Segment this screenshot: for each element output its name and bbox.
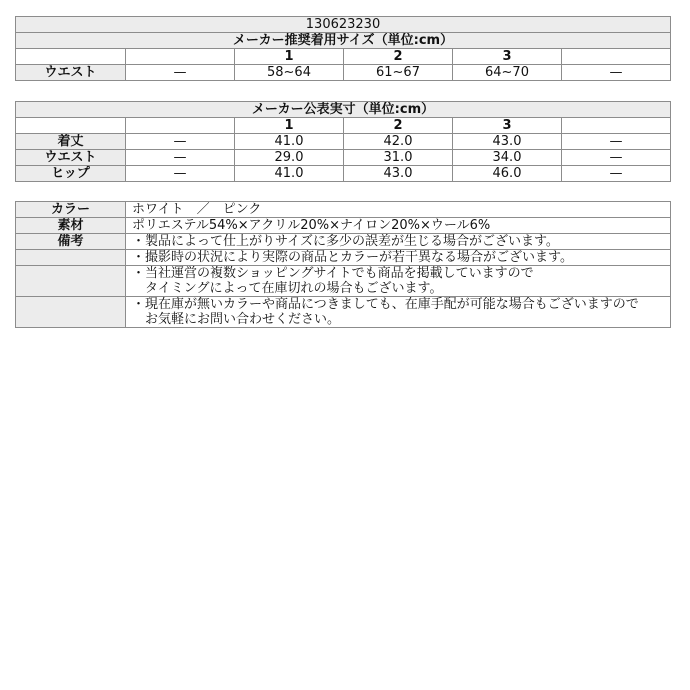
size-header: 3 <box>453 118 562 134</box>
table-cell: — <box>126 134 235 150</box>
note-item <box>126 234 671 250</box>
actual-measurement-table <box>15 101 671 182</box>
table-cell: — <box>126 150 235 166</box>
note-line: タイミングによって在庫切れの場合もございます。 <box>132 281 443 296</box>
note-item <box>126 250 671 266</box>
material-label: 素材 <box>16 218 126 234</box>
note-line: ・撮影時の状況により実際の商品とカラーが若干異なる場合がございます。 <box>132 250 573 265</box>
table-cell: — <box>562 65 671 81</box>
size-header: 2 <box>344 118 453 134</box>
size-header: 1 <box>235 118 344 134</box>
recommended-size-table <box>15 16 671 81</box>
note-item <box>126 297 671 328</box>
row-label-waist: ウエスト <box>16 150 126 166</box>
table-cell: 43.0 <box>453 134 562 150</box>
table-cell: 43.0 <box>344 166 453 182</box>
note-line: ・現在庫が無いカラーや商品につきましても、在庫手配が可能な場合もございますので <box>132 297 639 312</box>
note-line: お気軽にお問い合わせください。 <box>132 312 341 327</box>
size-header-blank <box>16 49 126 65</box>
table-cell: — <box>562 134 671 150</box>
table-cell: — <box>126 65 235 81</box>
table-cell: 61~67 <box>344 65 453 81</box>
size-header: 2 <box>344 49 453 65</box>
table-cell: — <box>562 150 671 166</box>
size-header <box>126 118 235 134</box>
row-label-waist: ウエスト <box>16 65 126 81</box>
table-row <box>16 134 671 150</box>
table-cell: 58~64 <box>235 65 344 81</box>
size-header-blank <box>16 118 126 134</box>
table-cell: — <box>562 166 671 182</box>
note-line: ・製品によって仕上がりサイズに多少の誤差が生じる場合がございます。 <box>132 234 559 249</box>
color-label: カラー <box>16 202 126 218</box>
size-header <box>562 118 671 134</box>
notes-label: 備考 <box>16 234 126 250</box>
row-label-length: 着丈 <box>16 134 126 150</box>
table-cell: 29.0 <box>235 150 344 166</box>
size-header: 1 <box>235 49 344 65</box>
table-cell: 64~70 <box>453 65 562 81</box>
product-info-table <box>15 201 671 328</box>
actual-size-title: メーカー公表実寸（単位:cm） <box>16 102 671 118</box>
recommended-size-title: メーカー推奨着用サイズ（単位:cm） <box>16 33 671 49</box>
table-row <box>16 150 671 166</box>
table-row <box>16 166 671 182</box>
table-cell: 31.0 <box>344 150 453 166</box>
material-value: ポリエステル54%×アクリル20%×ナイロン20%×ウール6% <box>126 218 671 234</box>
table-cell: 34.0 <box>453 150 562 166</box>
product-code: 130623230 <box>16 17 671 33</box>
note-item <box>126 266 671 297</box>
table-cell: 41.0 <box>235 134 344 150</box>
table-cell: 42.0 <box>344 134 453 150</box>
size-header: 3 <box>453 49 562 65</box>
table-cell: 46.0 <box>453 166 562 182</box>
row-label-hip: ヒップ <box>16 166 126 182</box>
table-cell: 41.0 <box>235 166 344 182</box>
size-header <box>126 49 235 65</box>
size-header <box>562 49 671 65</box>
note-line: ・当社運営の複数ショッピングサイトでも商品を掲載していますので <box>132 266 534 281</box>
color-value: ホワイト ／ ピンク <box>126 202 671 218</box>
table-cell: — <box>126 166 235 182</box>
